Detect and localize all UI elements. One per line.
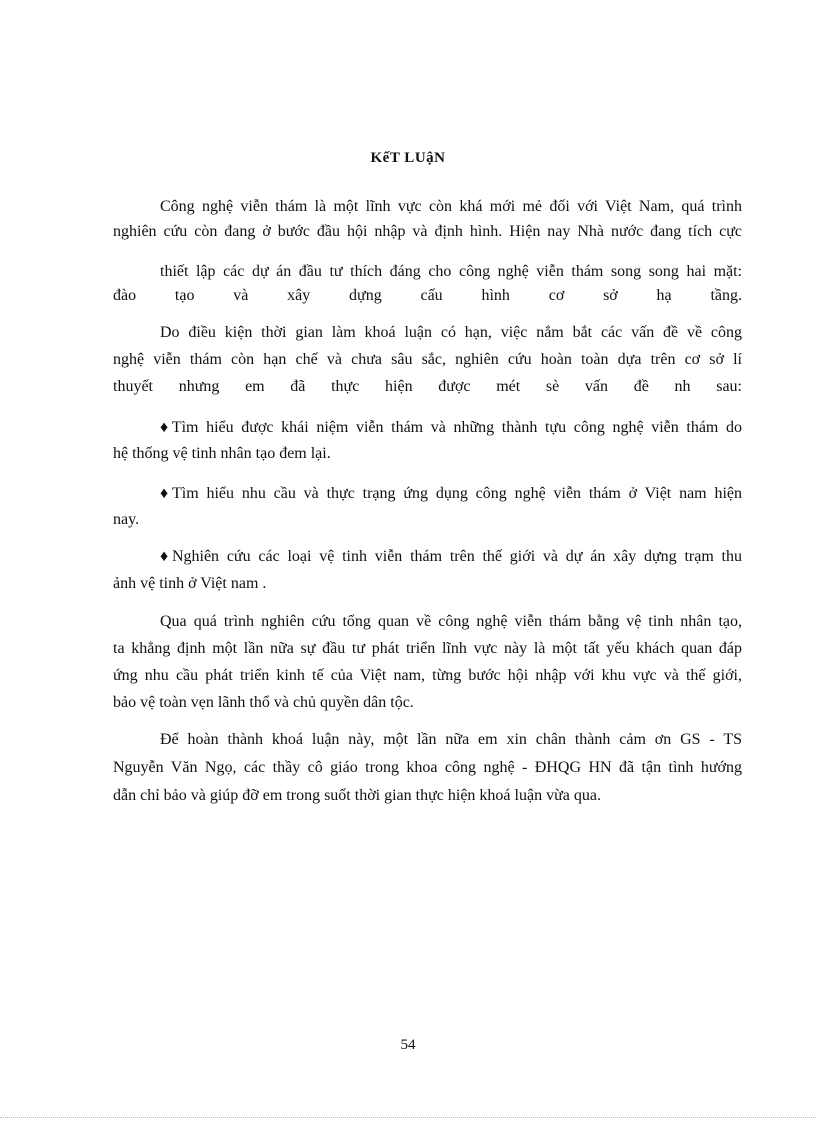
text-line: Công nghệ viễn thám là một lĩnh vực còn khá mới mẻ đối với Việt Nam, quá trình xyxy=(160,198,742,215)
text-line: Để hoàn thành khoá luận này, một lần nữa em xin chân thành cảm ơn GS - TS xyxy=(160,731,742,748)
bullet-line: ♦Tìm hiểu nhu cầu và thực trạng ứng dụng công nghệ viễn thám ở Việt nam hiện xyxy=(160,485,742,502)
text-line: ảnh vệ tinh ở Việt nam . xyxy=(113,575,267,592)
bullet-line: ♦Nghiên cứu các loại vệ tinh viễn thám trên thế giới và dự án xây dựng trạm thu xyxy=(160,548,742,565)
text-line: hệ thống vệ tinh nhân tạo đem lại. xyxy=(113,445,331,462)
text-line: thuyết nhưng em đã thực hiện được mét sè vấn đề nh sau: xyxy=(113,378,742,395)
text-line: bảo vệ toàn vẹn lãnh thổ và chủ quyền dân tộc. xyxy=(113,694,414,711)
text-line: ta khẳng định một lần nữa sự đầu tư phát triển lĩnh vực này là một tất yếu khách quan đáp xyxy=(113,640,742,657)
text-line: Do điều kiện thời gian làm khoá luận có hạn, việc nắm bắt các vấn đề về công xyxy=(160,324,742,341)
text-line: Nguyễn Văn Ngọ, các thầy cô giáo trong khoa công nghệ - ĐHQG HN đã tận tình hướng xyxy=(113,759,742,776)
text-line: dẫn chỉ bảo và giúp đỡ em trong suốt thời gian thực hiện khoá luận vừa qua. xyxy=(113,787,601,804)
page-bottom-divider xyxy=(0,1117,816,1118)
text-line: ứng nhu cầu phát triển kinh tế của Việt nam, từng bước hội nhập với khu vực và thế giới, xyxy=(113,667,742,684)
text-line: nay. xyxy=(113,511,140,528)
page-title: KếT LUậN xyxy=(370,150,446,166)
text-line: nghệ viễn thám còn hạn chế và chưa sâu sắc, nghiên cứu hoàn toàn dựa trên cơ sở lí xyxy=(113,351,742,368)
page-number: 54 xyxy=(400,1037,416,1053)
text-line: Qua quá trình nghiên cứu tổng quan về công nghệ viễn thám bằng vệ tinh nhân tạo, xyxy=(160,613,742,630)
text-line: thiết lập các dự án đầu tư thích đáng cho công nghệ viễn thám song song hai mặt: xyxy=(160,263,742,280)
bullet-line: ♦Tìm hiểu được khái niệm viễn thám và những thành tựu công nghệ viễn thám do xyxy=(160,419,742,436)
text-line: đào tạo và xây dựng cấu hình cơ sở hạ tầng. xyxy=(113,287,742,304)
text-line: nghiên cứu còn đang ở bước đầu hội nhập và định hình. Hiện nay Nhà nước đang tích cực xyxy=(113,223,742,240)
